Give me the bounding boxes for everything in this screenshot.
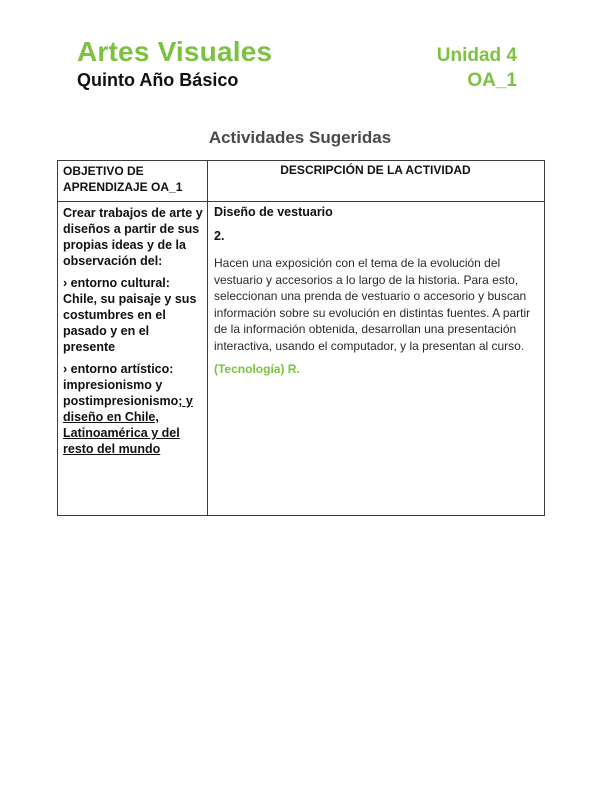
oa-code-label: OA_1: [467, 70, 517, 91]
page-subtitle: Quinto Año Básico: [77, 70, 239, 90]
objective-cell: [58, 202, 208, 516]
table-row: [58, 202, 545, 516]
objective-header: OBJETIVO DE APRENDIZAJE OA_1: [58, 161, 208, 202]
objective-intro: Crear trabajos de arte y diseños a partir de sus propias ideas y de la observación del:: [63, 206, 203, 268]
activity-cell: [208, 202, 545, 516]
objective-item-artistic-text: › entorno artístico: impresionismo y postimpresionismo: [63, 362, 179, 408]
objective-item-artistic: [63, 361, 203, 457]
page-title: Artes Visuales: [77, 36, 273, 67]
unit-label: Unidad 4: [436, 45, 517, 66]
objective-item-artistic-underlined: ; y diseño en Chile, Latinoamérica y del resto del mundo: [63, 394, 193, 456]
page-header: [77, 36, 517, 96]
activity-description: Hacen una exposición con el tema de la evolución del vestuario y accesorios a lo largo de la historia. Para esto, seleccionan una prenda de vestuario o accesorio y buscan información sobre su evolución en distintas fuentes. A partir de la información obtenida, desarrollan una presentación interactiva, usando el computador, y la presentan al curso.: [214, 256, 531, 353]
table-header-row: [58, 161, 545, 202]
activity-number: 2.: [214, 228, 225, 243]
description-header: DESCRIPCIÓN DE LA ACTIVIDAD: [208, 161, 545, 202]
objective-item-cultural: › entorno cultural: Chile, su paisaje y sus costumbres en el pasado y en el presente: [63, 276, 197, 354]
activity-title: Diseño de vestuario: [214, 205, 333, 219]
section-title: Actividades Sugeridas: [208, 128, 392, 147]
activity-table: [57, 160, 545, 516]
activity-reference: (Tecnología) R.: [214, 362, 300, 376]
